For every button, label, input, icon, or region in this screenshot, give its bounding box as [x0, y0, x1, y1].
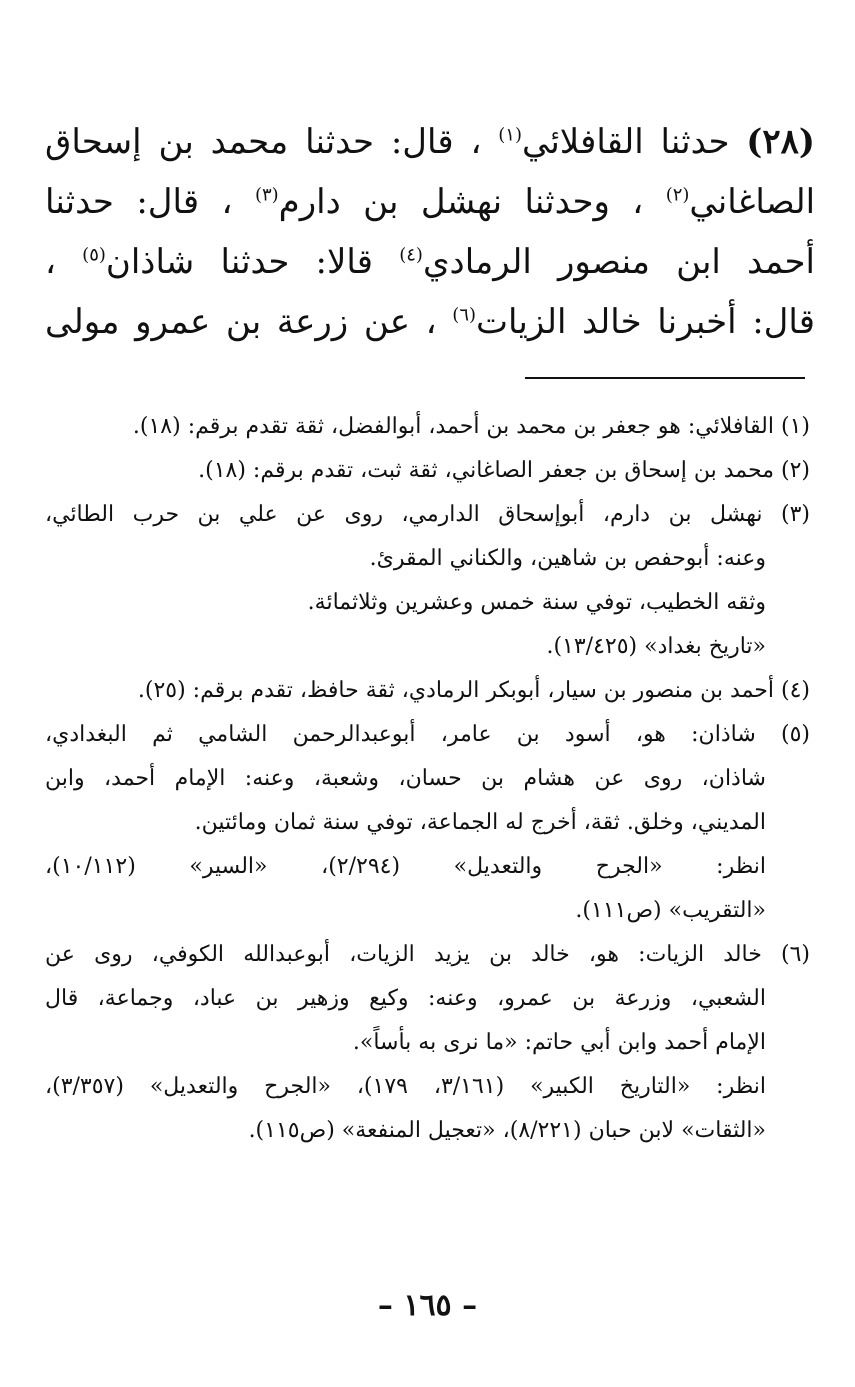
hadith-number: (٢٨)	[746, 122, 816, 162]
main-line-4: قال: أخبرنا خالد الزيات$^{(٦)}$ ، عن زرعة بن عمرو مولى	[45, 302, 815, 342]
main-line-1: (٢٨) حدثنا القافلائي$^{(١)}$ ، قال: حدثنا محمد بن إسحاق	[45, 122, 816, 162]
page-number: – ١٦٥ –	[377, 1288, 478, 1323]
footnote-divider	[525, 377, 805, 379]
main-line-3: أحمد ابن منصور الرمادي$^{(٤)}$ قالا: حدثنا شاذان$^{(٥)}$ ،	[45, 242, 816, 282]
footnote-2: (٢) محمد بن إسحاق بن جعفر الصاغاني، ثقة ثبت، تقدم برقم: (١٨).	[198, 458, 810, 483]
footnote-ref: (١)	[498, 124, 522, 146]
footnotes	[45, 405, 810, 1153]
footnote-ref: (٦)	[452, 304, 477, 326]
footnote-ref: (٥)	[82, 244, 106, 266]
footnote-3: (٣) نهشل بن دارم، أبوإسحاق الدارمي، روى عن علي بن حرب الطائي، وعنه: أبوحفص بن شاهين، والكناني المقرئ. وثقه الخطيب، توفي سنة خمس وعشرين وثلاثمائة. «تاريخ بغداد» (١٣/٤٢٥).	[45, 502, 810, 659]
footnote-6: (٦) خالد الزيات: هو، خالد بن يزيد الزيات، أبوعبدالله الكوفي، روى عن الشعبي، وزرعة بن عمرو، وعنه: وكيع وزهير بن عباد، وجماعة، قال الإمام أحمد وابن أبي حاتم: «ما نرى به بأساً». انظر: «التاريخ الكبير» (٣/١٦١، ١٧٩)، «الجرح والتعديل» (٣/٣٥٧)، «الثقات» لابن حبان (٨/٢٢١)، «تعجيل المنفعة» (ص١١٥).	[45, 942, 810, 1143]
footnote-ref: (٤)	[399, 244, 423, 266]
footnote-1: (١) القافلائي: هو جعفر بن محمد بن أحمد، أبوالفضل، ثقة تقدم برقم: (١٨).	[132, 414, 810, 439]
footnote-5: (٥) شاذان: هو، أسود بن عامر، أبوعبدالرحمن الشامي ثم البغدادي، شاذان، روى عن هشام بن حسان، وشعبة، وعنه: الإمام أحمد، وابن المديني، وخلق. ثقة، أخرج له الجماعة، توفي سنة ثمان ومائتين. انظر: «الجرح والتعديل» (٢/٢٩٤)، «السير» (١٠/١١٢)، «التقريب» (ص١١١).	[45, 722, 810, 923]
hadith-text	[45, 112, 815, 352]
footnote-ref: (٢)	[665, 184, 690, 206]
footnote-4: (٤) أحمد بن منصور بن سيار، أبوبكر الرمادي، ثقة حافظ، تقدم برقم: (٢٥).	[137, 678, 810, 703]
main-line-2: الصاغاني$^{(٢)}$ ، وحدثنا نهشل بن دارم$^{(٣)}$ ، قال: حدثنا	[45, 182, 816, 222]
footnote-ref: (٣)	[254, 184, 279, 206]
